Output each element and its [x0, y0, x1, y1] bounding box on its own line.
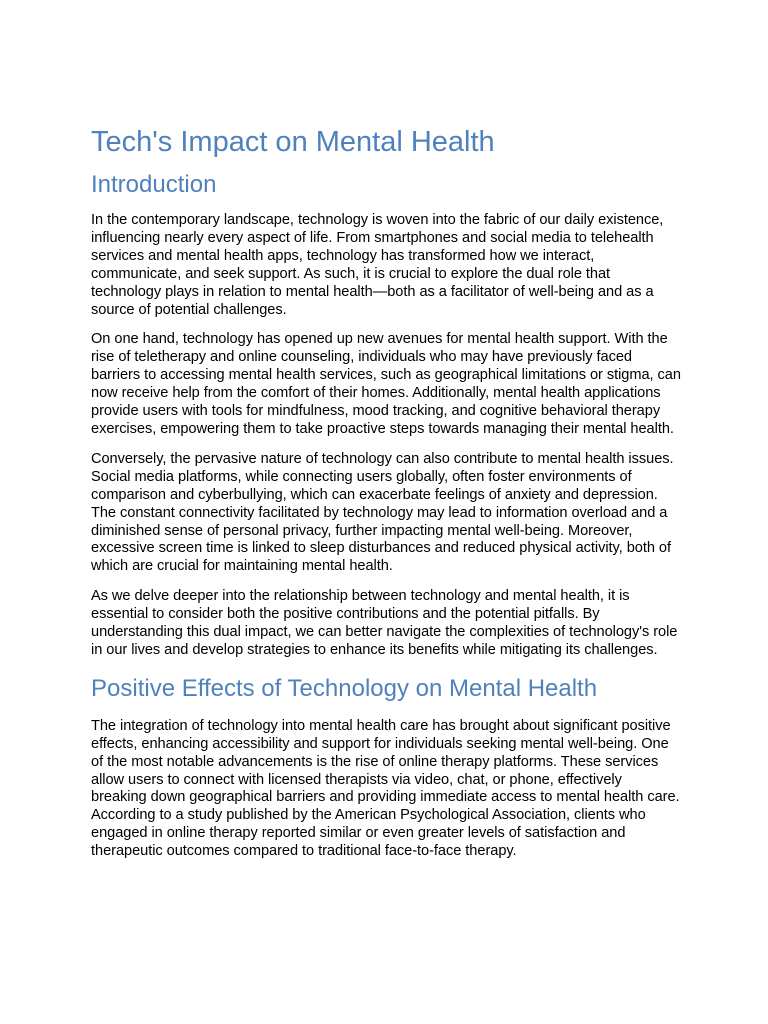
document-title: Tech's Impact on Mental Health: [91, 126, 495, 158]
paragraph: The integration of technology into mental health care has brought about significant positive effects, enhancing accessibility and support for individuals seeking mental well-being. One of the most notable advancements is the rise of online therapy platforms. These services allow users to connect with licensed therapists via video, chat, or phone, effectively breaking down geographical barriers and providing immediate access to mental health care. According to a study published by the American Psychological Association, clients who engaged in online therapy reported similar or even greater levels of satisfaction and therapeutic outcomes compared to traditional face-to-face therapy.: [91, 717, 680, 860]
section-heading-introduction: Introduction: [91, 171, 217, 198]
document-page: [91, 124, 681, 873]
paragraph: In the contemporary landscape, technology is woven into the fabric of our daily existence, influencing nearly every aspect of life. From smartphones and social media to telehealth services and mental health apps, technology has transformed how we interact, communicate, and seek support. As such, it is crucial to explore the dual role that technology plays in relation to mental health—both as a facilitator of well-being and as a source of potential challenges.: [91, 212, 664, 318]
paragraph: On one hand, technology has opened up new avenues for mental health support. With the rise of teletherapy and online counseling, individuals who may have previously faced barriers to accessing mental health services, such as geographical limitations or stigma, can now receive help from the comfort of their homes. Additionally, mental health applications provide users with tools for mindfulness, mood tracking, and cognitive behavioral therapy exercises, empowering them to take proactive steps towards managing their mental health.: [91, 331, 681, 437]
paragraph: As we delve deeper into the relationship between technology and mental health, it is essential to consider both the positive contributions and the potential pitfalls. By understanding this dual impact, we can better navigate the complexities of technology's role in our lives and develop strategies to enhance its benefits while mitigating its challenges.: [91, 588, 678, 658]
paragraph: Conversely, the pervasive nature of technology can also contribute to mental health issues. Social media platforms, while connecting users globally, often foster environments of comparison and cyberbullying, which can exacerbate feelings of anxiety and depression. The constant connectivity facilitated by technology may lead to information overload and a diminished sense of personal privacy, further impacting mental well-being. Moreover, excessive screen time is linked to sleep disturbances and reduced physical activity, both of which are crucial for maintaining mental health.: [91, 450, 674, 575]
section-heading-positive-effects: Positive Effects of Technology on Mental Health: [91, 674, 598, 702]
